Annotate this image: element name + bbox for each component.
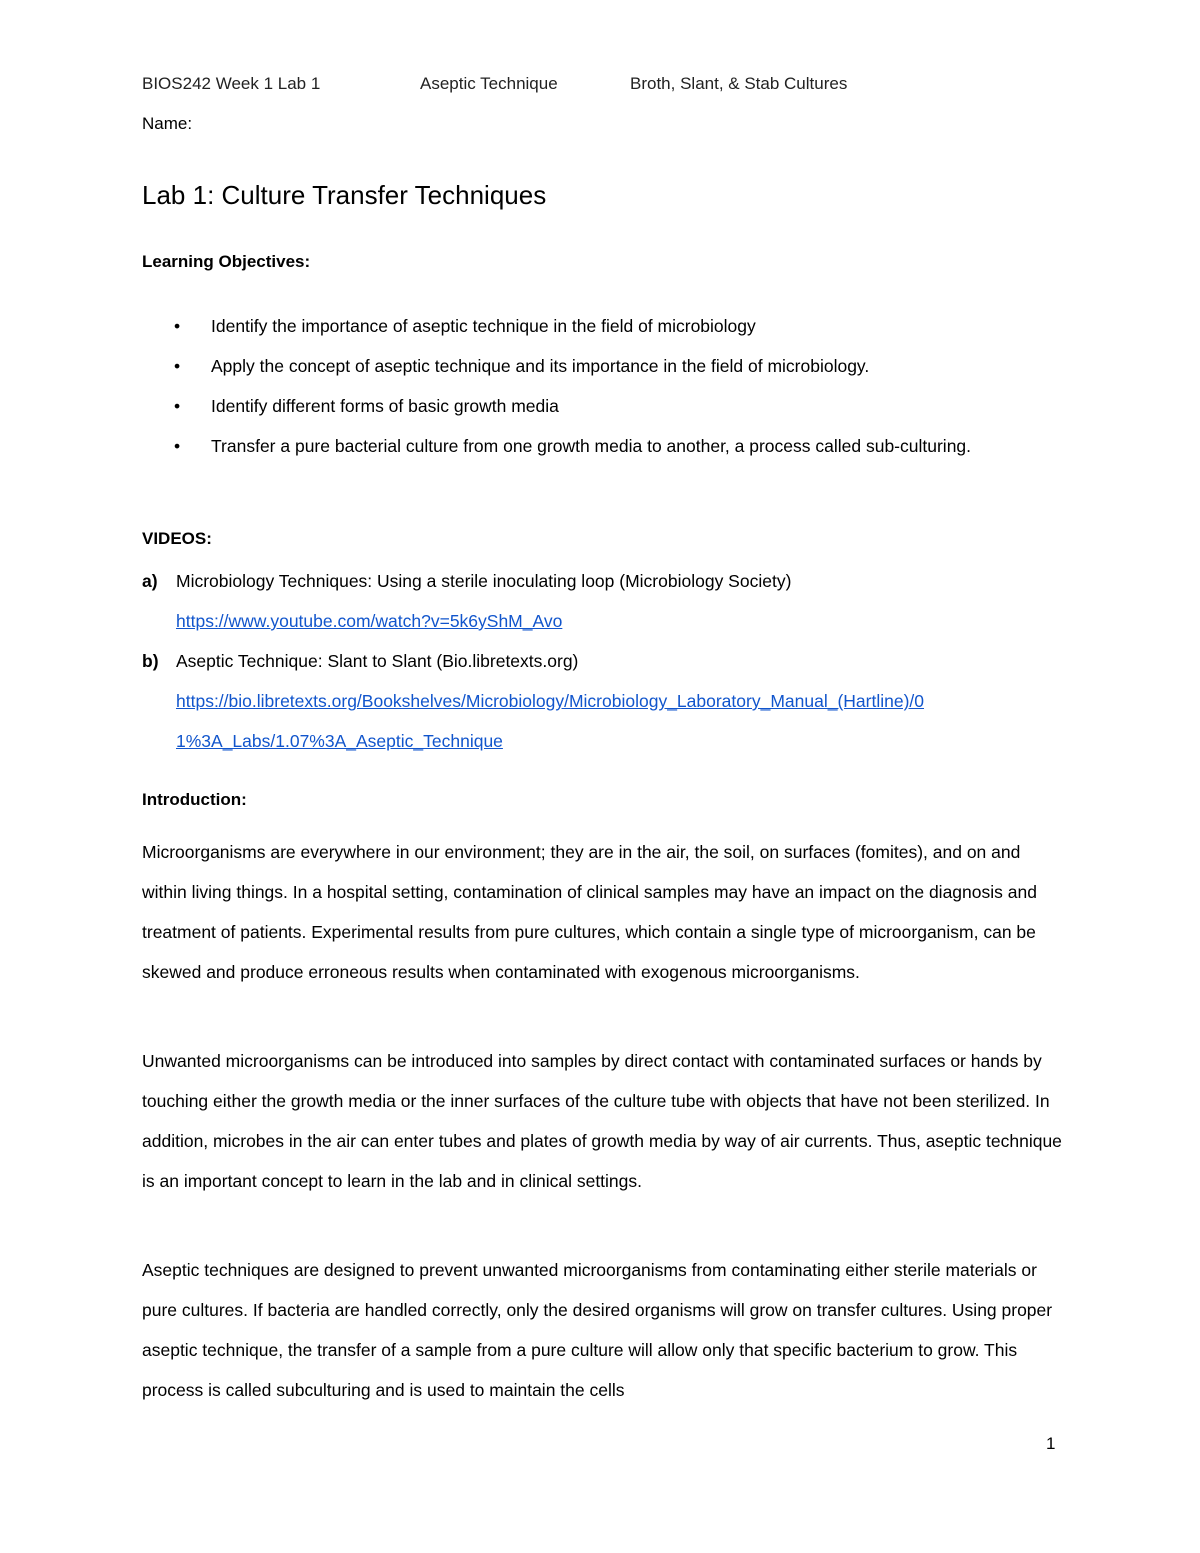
header-course: BIOS242 Week 1 Lab 1 bbox=[142, 74, 321, 93]
header-cultures: Broth, Slant, & Stab Cultures bbox=[630, 74, 848, 93]
video-title: Microbiology Techniques: Using a sterile inoculating loop (Microbiology Society) bbox=[176, 571, 792, 591]
intro-paragraph: Aseptic techniques are designed to prevent unwanted microorganisms from contaminating either sterile materials or pure cultures. If bacteria are handled correctly, only the desired organisms will grow on transfer cultures. Using proper aseptic technique, the transfer of a sample from a pure culture will allow only that specific bacterium to grow. This process is called subculturing and is used to maintain the cells bbox=[142, 1260, 1053, 1400]
name-label: Name: bbox=[142, 114, 193, 133]
video-marker: b) bbox=[142, 651, 159, 671]
video-link-youtube[interactable]: https://www.youtube.com/watch?v=5k6yShM_Avo bbox=[176, 611, 563, 631]
objectives-heading: Learning Objectives: bbox=[142, 252, 311, 271]
objective-item bbox=[142, 386, 1062, 426]
bullet-icon: • bbox=[174, 356, 181, 376]
link-line: 1%3A_Labs/1.07%3A_Aseptic_Technique bbox=[176, 731, 503, 751]
objective-item bbox=[142, 306, 1062, 346]
bullet-icon: • bbox=[174, 396, 181, 416]
objective-text: Apply the concept of aseptic technique and its importance in the field of microbiology. bbox=[211, 356, 870, 376]
videos-heading: VIDEOS: bbox=[142, 529, 212, 548]
objective-text: Transfer a pure bacterial culture from one growth media to another, a process called sub-culturing. bbox=[211, 436, 972, 456]
bullet-icon: • bbox=[174, 316, 181, 336]
objective-item bbox=[142, 346, 1062, 386]
bullet-icon: • bbox=[174, 436, 181, 456]
objective-item bbox=[142, 426, 1062, 466]
video-marker: a) bbox=[142, 571, 158, 591]
videos-list bbox=[142, 561, 1072, 761]
video-item bbox=[142, 641, 1072, 761]
intro-paragraph: Unwanted microorganisms can be introduced into samples by direct contact with contaminated surfaces or hands by touching either the growth media or the inner surfaces of the culture tube with objects that have not been sterilized. In addition, microbes in the air can enter tubes and plates of growth media by way of air currents. Thus, aseptic technique is an important concept to learn in the lab and in clinical settings. bbox=[142, 1051, 1062, 1191]
video-link-libretexts[interactable] bbox=[176, 681, 1072, 761]
link-line: https://bio.libretexts.org/Bookshelves/Microbiology/Microbiology_Laboratory_Manual_(Hartline)/0 bbox=[176, 691, 925, 711]
video-title: Aseptic Technique: Slant to Slant (Bio.libretexts.org) bbox=[176, 651, 579, 671]
page-number: 1 bbox=[1046, 1434, 1056, 1453]
objectives-list bbox=[142, 306, 1062, 466]
objective-text: Identify different forms of basic growth media bbox=[211, 396, 559, 416]
video-item bbox=[142, 561, 1072, 641]
objective-text: Identify the importance of aseptic technique in the field of microbiology bbox=[211, 316, 756, 336]
introduction-heading: Introduction: bbox=[142, 790, 247, 809]
header-topic: Aseptic Technique bbox=[420, 74, 558, 93]
intro-paragraph: Microorganisms are everywhere in our environment; they are in the air, the soil, on surfaces (fomites), and on and within living things. In a hospital setting, contamination of clinical samples may have an impact on the diagnosis and treatment of patients. Experimental results from pure cultures, which contain a single type of microorganism, can be skewed and produce erroneous results when contaminated with exogenous microorganisms. bbox=[142, 842, 1037, 982]
page-header bbox=[142, 74, 1042, 98]
document-title: Lab 1: Culture Transfer Techniques bbox=[142, 180, 547, 210]
